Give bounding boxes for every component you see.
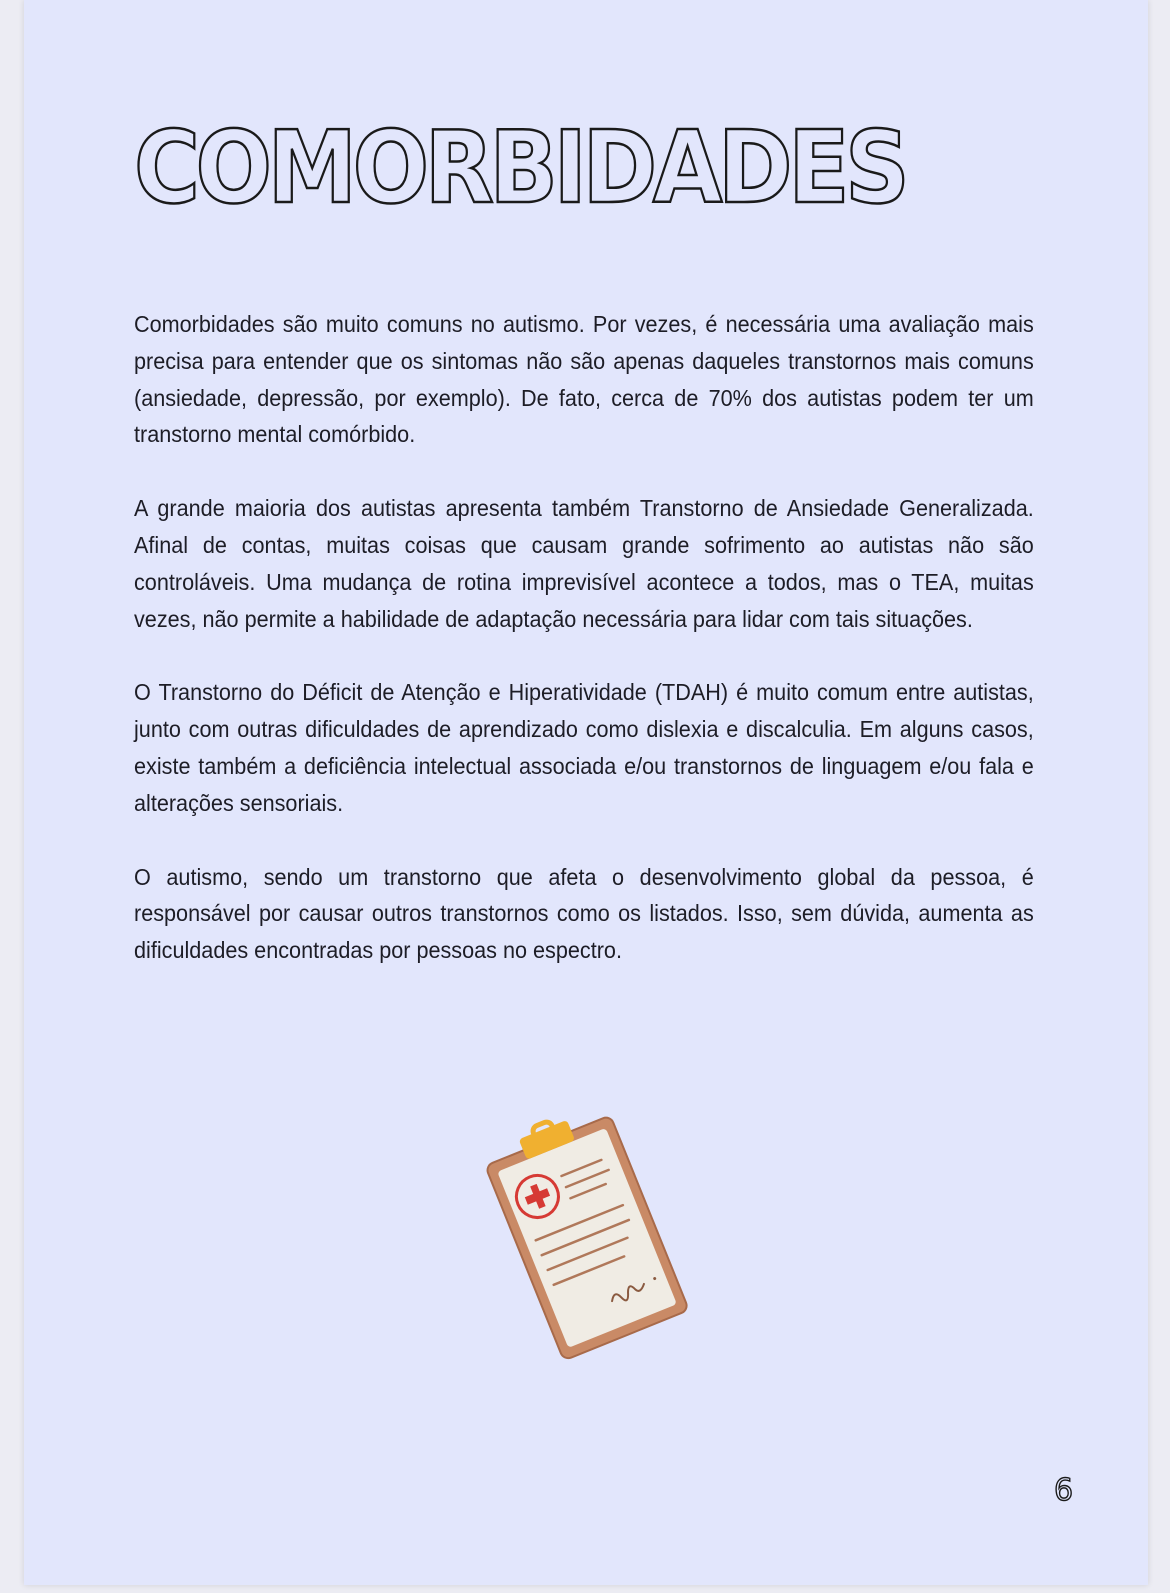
paragraph-2: A grande maioria dos autistas apresenta também Transtorno de Ansiedade Generalizada. Afinal de contas, muitas coisas que causam grande sofrimento ao autistas não são controláveis. Uma mudança de rotina imprevisível acontece a todos, mas o TEA, muitas vezes, não permite a habilidade de adaptação necessária para lidar com tais situações.	[134, 495, 1034, 632]
paragraph-3: O Transtorno do Déficit de Atenção e Hiperatividade (TDAH) é muito comum entre autistas, junto com outras dificuldades de aprendizado como dislexia e discalculia. Em alguns casos, existe também a deficiência intelectual associada e/ou transtornos de linguagem e/ou fala e alterações sensoriais.	[134, 679, 1034, 816]
medical-clipboard-icon	[474, 1112, 694, 1362]
page-title: COMORBIDADES	[134, 109, 906, 226]
page-number: 6	[1054, 1473, 1074, 1508]
body-text	[134, 306, 1034, 1006]
paragraph-4: O autismo, sendo um transtorno que afeta o desenvolvimento global da pessoa, é responsável por causar outros transtornos como os listados. Isso, sem dúvida, aumenta as dificuldades encontradas por pessoas no espectro.	[134, 863, 1034, 964]
paragraph-1: Comorbidades são muito comuns no autismo. Por vezes, é necessária uma avaliação mais precisa para entender que os sintomas não são apenas daqueles transtornos mais comuns (ansiedade, depressão, por exemplo). De fato, cerca de 70% dos autistas podem ter um transtorno mental comórbido.	[134, 311, 1034, 448]
document-page	[24, 0, 1148, 1585]
